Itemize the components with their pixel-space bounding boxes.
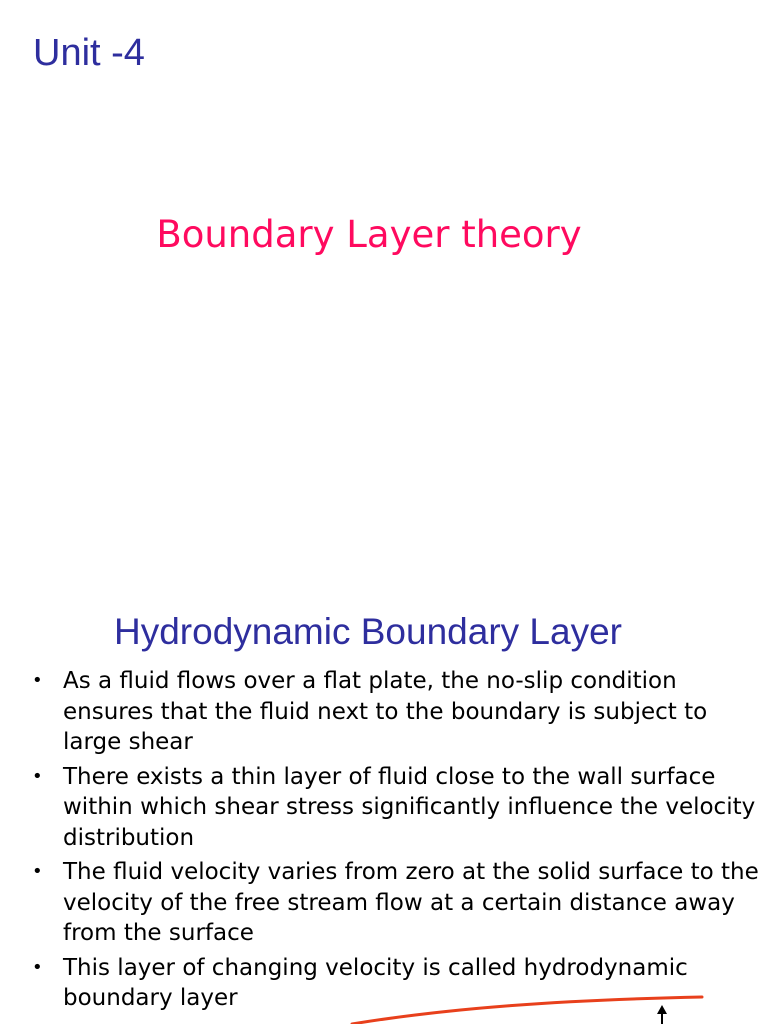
slide-hydrodynamic-boundary-layer xyxy=(0,576,768,1024)
bullet-item xyxy=(0,666,768,758)
bullet-marker: • xyxy=(32,670,43,691)
bullet-marker: • xyxy=(32,956,43,978)
bullet-text: The fluid velocity varies from zero at the solid surface to the velocity of the free stream flow at a certain distance away from the surface xyxy=(63,859,759,946)
bullet-list xyxy=(0,666,768,1018)
bullet-item xyxy=(0,953,768,1014)
bullet-text: This layer of changing velocity is called hydrodynamic boundary layer xyxy=(63,954,688,1011)
slide-subtitle: Boundary Layer theory xyxy=(156,213,582,256)
bullet-text: As a fluid flows over a flat plate, the no-slip condition ensures that the fluid next to the boundary is subject to large shear xyxy=(63,668,708,755)
section-title: Hydrodynamic Boundary Layer xyxy=(114,611,622,652)
bullet-item xyxy=(0,857,768,949)
bullet-text: There exists a thin layer of fluid close to the wall surface within which shear stress significantly influence the velocity distribution xyxy=(63,763,756,851)
bullet-marker: • xyxy=(32,861,43,882)
bullet-item xyxy=(0,762,768,854)
unit-title: Unit -4 xyxy=(33,32,145,74)
bullet-marker: • xyxy=(32,765,43,787)
